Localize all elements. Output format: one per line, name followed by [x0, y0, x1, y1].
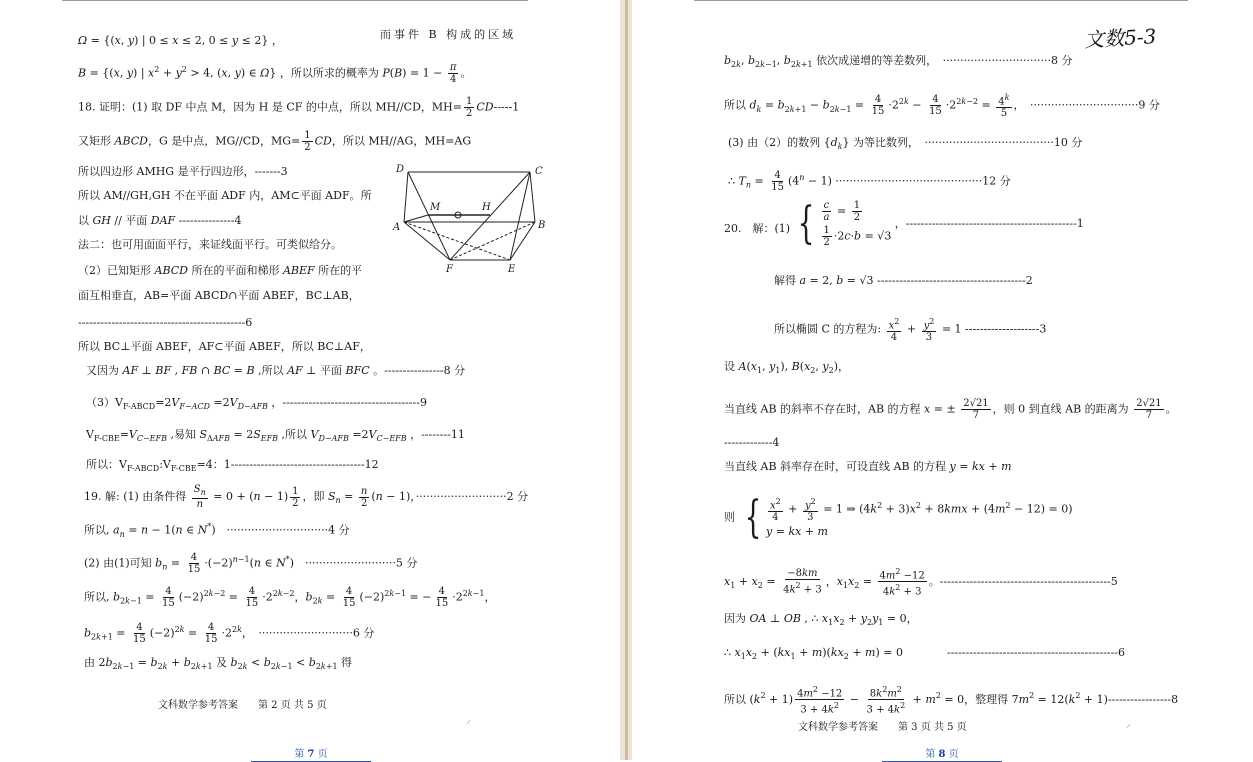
text-line: ∴ $x_1x_2 + (kx_1 + m)(kx_2 + m) = 0$ ----------------------------------------------6: [724, 646, 1125, 662]
text-line: 所以椭圆 C 的方程为: $\frac{x^2}{4}$ + $\frac{y^2}{3}$ = 1 --------------------3: [774, 317, 1047, 344]
text-line: 则 { $\frac{x^2}{4}$ + $\frac{y^2}{3}$ = 1 ⇒ $(4k^2 + 3)x^2 + 8kmx + (4m^2 - 12) = 0$) y = kx + m: [724, 491, 1073, 543]
scan-mark: ⸝: [1126, 719, 1131, 730]
text-line: (2) 由(1)可知 $b_n$ = $\frac{4}{15}$ $\cdot(-2)^{n-1}(n$ ∈ N*) ··························5 分: [84, 552, 418, 575]
text-line: $b_{2k+1}$ = $\frac{4}{15}$ $(-2)^{2k}$ = $\frac{4}{15}$ $\cdot 2^{2k}$， ···························6 分: [84, 622, 375, 645]
handwritten-note: 文数5-3: [1083, 24, 1157, 52]
text-line: $(3)V_{F-ABCD}=2V_{F-ACD} =2V_{D-AFB}$ ，-------------------------------------9: [86, 396, 427, 412]
text-line: 解得 a = 2, b = √3 ----------------------------------------2: [774, 274, 1033, 287]
svg-text:M: M: [430, 202, 441, 213]
text-line: ---------------------------------------------6: [78, 316, 253, 329]
text-line: 而事件 B 构成的区域: [380, 28, 517, 41]
text-line: { $\frac{c}{a}$ = $\frac{1}{2}$ $\frac{1}{2}$ ·2c·b = √3 ，----------------------------------------------1: [797, 198, 1084, 249]
svg-text:H: H: [482, 202, 491, 213]
text-line: $x_1 + x_2$ = $\frac{-8km}{4k^2 + 3}$ ，$x_1x_2$ = $\frac{4m^2 -12}{4k^2 + 3}$ 。----------------------------------------------5: [724, 567, 1118, 598]
text-line: 当直线 AB 斜率存在时，可设直线 AB 的方程 y = kx + m: [724, 460, 1012, 473]
text-line: 所以 $d_k = b_{2k+1} - b_{2k-1}$ = $\frac{4}{15}$ $\cdot 2^{2k}$ − $\frac{4}{15}$ $\cdot 2^{2k-2}$ = $\frac{4^k}{5}$ ， ·······························9 分: [724, 93, 1160, 120]
text-line: 所以 BC⊥平面 ABEF，AF⊂平面 ABEF，所以 BC⊥AF，: [78, 340, 371, 353]
scan-mark: ⸝: [466, 715, 471, 726]
text-line: 以 GH // 平面 DAF ---------------4: [78, 214, 242, 227]
text-line: 又矩形 ABCD，G 是中点，MG//CD，MG= $\frac{1}{2}$ CD，所以 MH//AG，MH=AG: [78, 130, 472, 153]
text-line: 因为 OA ⊥ OB , ∴ $x_1x_2 + y_2y_1 = 0$，: [724, 612, 918, 628]
document-page-left: [0, 0, 620, 760]
text-line: 所以, $b_{2k-1}$ = $\frac{4}{15}$ $(-2)^{2k-2}$ = $\frac{4}{15}$ $\cdot 2^{2k-2}$，$b_{2k}$ = $\frac{4}{15}$ $(-2)^{2k-1}$ = − $\frac{4}{15}$ $\cdot 2^{2k-1}$，: [84, 586, 496, 609]
text-line: 所以 AM//GH,GH 不在平面 ADF 内，AM⊂平面 ADF。所: [78, 189, 372, 202]
svg-text:D: D: [396, 164, 405, 175]
page-number-link[interactable]: 第 8 页: [882, 745, 1002, 762]
text-line: 20. 解：(1): [724, 222, 791, 235]
text-line: Ω = {(x, y) | 0 ≤ x ≤ 2, 0 ≤ y ≤ 2} ，: [78, 34, 283, 47]
text-line: 又因为 AF ⊥ BF , FB ∩ BC = B ,所以 AF ⊥ 平面 BFC 。----------------8 分: [86, 364, 466, 377]
text-line: -------------4: [724, 436, 780, 449]
svg-text:B: B: [538, 220, 546, 231]
text-line: 所以 $(k^2 + 1)$ $\frac{4m^2 -12}{3 + 4k^2}$ − $\frac{8k^2m^2}{3 + 4k^2}$ + $m^2 = 0$，整理得 $7m^2 = 12(k^2 + 1)-----------------8$: [724, 685, 1179, 716]
text-line: （2）已知矩形 ABCD 所在的平面和梯形 ABEF 所在的平: [78, 264, 363, 277]
text-line: 当直线 AB 的斜率不存在时，AB 的方程 x = ± $\frac{2√21}{7}$ ，则 0 到直线 AB 的距离为 $\frac{2√21}{7}$ 。: [724, 398, 1177, 421]
text-line: 面互相垂直，AB=平面 ABCD∩平面 ABEF，BC⊥AB，: [78, 289, 360, 302]
text-line: 所以, $a_n = n - 1(n$ ∈ N*) ·····························4 分: [84, 522, 350, 539]
text-line: 18. 证明：(1) 取 DF 中点 M，因为 H 是 CF 的中点，所以 MH//CD，MH= $\frac{1}{2}$ CD-----1: [78, 96, 520, 119]
text-line: 19. 解: (1) 由条件得 $\frac{S_n}{n}$ = 0 + (n − 1) $\frac{1}{2}$ ，即 $S_n$ = $\frac{n}{2}$ (n − 1)，··························2 分: [84, 484, 529, 510]
text-line: $b_{2k}$, $b_{2k-1}$, $b_{2k+1}$ 依次成递增的等差数列， ·······························8 分: [724, 54, 1073, 70]
svg-text:C: C: [535, 166, 543, 177]
page-number-link[interactable]: 第 7 页: [251, 745, 371, 762]
text-line: ∴ $T_n$ = $\frac{4}{15}$ $(4^n - 1) \cdot\cdot\cdot\cdot\cdot\cdot\cdot\cdot\cdot\cdot\cdot\cdot\cdot\cdot\cdot\cdot\cdot\cdot\cdot\cdot\cdot\cdot\cdot\cdot\cdot\cdot\cdot\cdot\cdot\cdot\cdot\cdot\cdot\cdot\cdot\cdot\cdot\cdot\cdot\cdot\cdot\cdot 12$ 分: [728, 170, 1011, 193]
page-gutter-line: [625, 0, 628, 760]
geometry-figure: [390, 160, 550, 275]
text-line: 法二：也可用面面平行，来证线面平行。可类似给分。: [78, 238, 342, 251]
page-top-rule: [694, 0, 1188, 1]
svg-text:E: E: [508, 264, 516, 275]
text-line: B = {(x, y) | $x^2 + y^2 > 4$, (x, y) ∈ Ω} ，所以所求的概率为 P(B) = 1 − $\frac{\pi}{4}$ 。: [78, 62, 472, 85]
text-line: 所以：$V_{F-ABCD}:V_{F-CBE}=4$：1------------------------------------12: [86, 458, 379, 474]
text-line: 所以四边形 AMHG 是平行四边形，-------3: [78, 165, 288, 178]
document-page-right: [632, 0, 1253, 760]
text-line: 由 $2b_{2k-1} = b_{2k} + b_{2k+1}$ 及 $b_{2k} < b_{2k-1} < b_{2k+1}$ 得: [84, 656, 353, 672]
text-line: $V_{F-CBE}=V_{C-EFB}$ ,易知 $S_{\Delta AFB} = 2S_{EFB}$ ,所以 $V_{D-AFB} =2V_{C-EFB}$ ，--------11: [86, 428, 465, 444]
text-line: (3) 由（2）的数列 $\{d_k\}$ 为等比数列， ·····································10 分: [728, 136, 1083, 152]
text-line: 设 $A(x_1$, $y_1$), $B(x_2$, $y_2$)，: [724, 360, 849, 376]
page-footer: 文科数学参考答案 第 2 页 共 5 页: [158, 700, 327, 711]
page-footer: 文科数学参考答案 第 3 页 共 5 页: [798, 722, 967, 733]
svg-text:F: F: [446, 264, 453, 275]
page-top-rule: [62, 0, 528, 1]
svg-text:A: A: [393, 222, 401, 233]
